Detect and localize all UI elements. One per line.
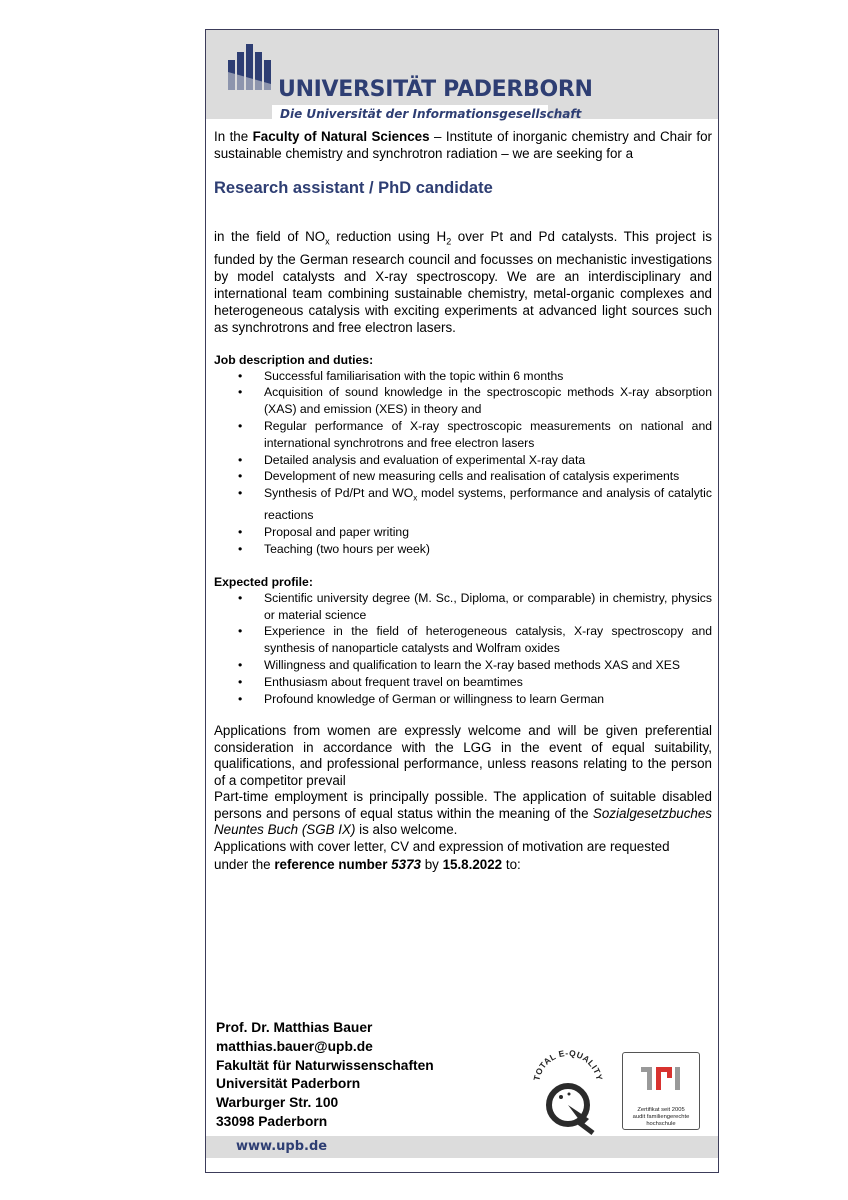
list-item: • Successful familiarisation with the topic within 6 months xyxy=(214,368,712,385)
university-logo xyxy=(226,42,593,122)
website-link[interactable]: www.upb.de xyxy=(236,1139,328,1154)
audit-logo-icon xyxy=(623,1053,699,1103)
parttime-statement: Part-time employment is principally possible. The application of suitable disabled persons and persons of equal status within the meaning of the Sozialgesetzbuches Neuntes Buch (SGB IX) is also welcome. xyxy=(214,789,712,838)
total-equality-text: TOTAL E-QUALITY xyxy=(531,1047,605,1082)
intro-paragraph: In the Faculty of Natural Sciences – Institute of inorganic chemistry and Chair for sustainable chemistry and synchrotron radiation – we are seeking for a xyxy=(214,129,712,161)
list-item: • Profound knowledge of German or willingness to learn German xyxy=(214,691,712,708)
contact-email[interactable]: matthias.bauer@upb.de xyxy=(216,1038,373,1054)
contact-block xyxy=(216,1019,434,1132)
list-item: • Regular performance of X-ray spectroscopic measurements on national and international synchrotrons and free electron lasers xyxy=(214,418,712,452)
contact-faculty: Fakultät für Naturwissenschaften xyxy=(216,1057,434,1073)
ad-body xyxy=(214,128,712,874)
contact-university: Universität Paderborn xyxy=(216,1076,361,1092)
duties-heading: Job description and duties: xyxy=(214,352,374,367)
list-item: • Proposal and paper writing xyxy=(214,524,712,541)
list-item: • Experience in the field of heterogeneous catalysis, X-ray spectroscopy and synthesis of nanoparticle catalysts and Wolfram oxides xyxy=(214,623,712,657)
university-name: UNIVERSITÄT PADERBORN xyxy=(278,77,593,102)
university-tagline: Die Universität der Informationsgesellschaft xyxy=(272,105,548,123)
list-item: • Synthesis of Pd/Pt and $WO_x$ model systems, performance and analysis of catalytic reactions xyxy=(214,485,712,524)
list-item: • Development of new measuring cells and realisation of catalysis experiments xyxy=(214,468,712,485)
deadline: 15.8.2022 xyxy=(442,857,503,873)
list-item: • Detailed analysis and evaluation of experimental X-ray data xyxy=(214,452,712,469)
list-item: • Enthusiasm about frequent travel on beamtimes xyxy=(214,674,712,691)
profile-heading: Expected profile: xyxy=(214,574,313,589)
reference-line: under the reference number 5373 by 15.8.2022 to: xyxy=(214,857,521,873)
faculty-name: Faculty of Natural Sciences xyxy=(252,129,430,144)
total-equality-logo-icon xyxy=(531,1045,606,1137)
contact-street: Warburger Str. 100 xyxy=(216,1095,339,1111)
profile-list xyxy=(214,590,712,708)
list-item: • Willingness and qualification to learn the X-ray based methods XAS and XES xyxy=(214,657,712,674)
job-advertisement xyxy=(205,29,719,1173)
contact-name: Prof. Dr. Matthias Bauer xyxy=(216,1020,373,1035)
duties-list xyxy=(214,368,712,558)
cover-letter-line: Applications with cover letter, CV and expression of motivation are requested xyxy=(214,838,670,854)
contact-city: 33098 Paderborn xyxy=(216,1113,328,1129)
svg-text:TOTAL E-QUALITY xyxy=(531,1048,604,1082)
women-statement: Applications from women are expressly welcome and will be given preferential consideration in accordance with the LGG in the event of equal suitability, qualifications, and professional performance, unless reasons relating to the person of a competitor prevail xyxy=(214,723,712,788)
list-item: • Scientific university degree (M. Sc., Diploma, or comparable) in chemistry, physics or material science xyxy=(214,590,712,624)
certificate-text: Zertifikat seit 2005 audit familiengerechte hochschule xyxy=(632,1107,690,1127)
list-item: • Acquisition of sound knowledge in the spectroscopic methods X-ray absorption (XAS) and emission (XES) in theory and xyxy=(214,384,712,418)
reference-number: 5373 xyxy=(391,857,421,873)
audit-certificate-badge xyxy=(622,1052,700,1130)
upb-emblem-icon xyxy=(226,42,276,92)
job-title: Research assistant / PhD candidate xyxy=(214,179,493,197)
project-description: in the field of $NO_x$ reduction using $H_2$ over Pt and Pd catalysts. This project is funded by the German research council and focusses on mechanistic investigations by model catalysts and X-ray spectroscopy. We are an interdisciplinary and international team combining sustainable chemistry, metal-organic complexes and heterogeneous catalysis with exciting experiments at advanced light sources such as synchrotrons and free electron lasers. xyxy=(214,229,712,335)
list-item: • Teaching (two hours per week) xyxy=(214,541,712,558)
application-info xyxy=(214,723,712,874)
